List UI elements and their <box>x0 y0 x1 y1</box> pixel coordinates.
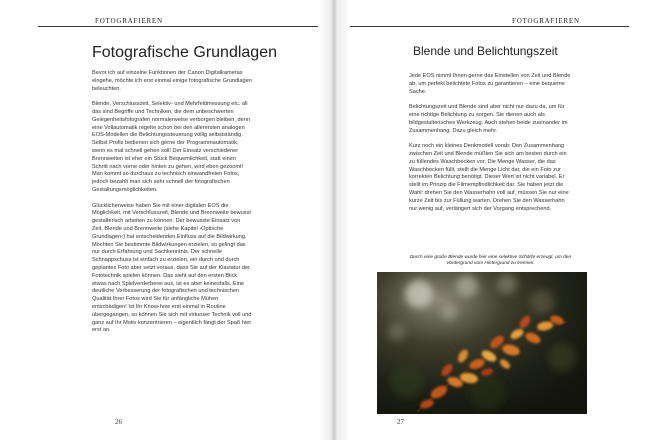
photo-image <box>377 272 587 414</box>
photo-caption: Durch eine große Blende wurde hier eine selektive Schärfe erzeugt, um den Vordergrund vom Hintergrund zu trennen. <box>409 255 572 267</box>
running-head: FOTOGRAFIEREN <box>509 17 583 25</box>
paragraph: Jede EOS nimmt Ihnen gerne das Einstellen von Zeit und Blende ab, um perfekt belichtete Fotos zu garantieren – eine bequeme Sache. <box>409 73 571 95</box>
section-title: Blende und Belichtungszeit <box>413 44 558 58</box>
paragraph: Kurz noch ein kleines Denkmodell vorab: Den Zusammenhang zwischen Zeit und Blende müßten Sie sich am besten durch ein zu füllendes Waschbecken vor. Die Menge Wasser, die das Waschbecken füllt, stellt die Menge Licht dar, die ein Foto zur korrekten Belichtung benötigt. Dieser Wert ist nicht variabel. Er stellt im Prinzip die Filmempfindlichkeit dar. Sie haben jetzt die Wahl: drehen Sie den Wasserhahn voll auf, müssen Sie nur eine kurze Zeit bis zur Füllung warten. Drehen Sie den Wasserhahn nur wenig auf, verlängert sich der Vorgang entsprechend. <box>409 143 569 212</box>
book-gutter <box>318 0 350 440</box>
running-head: FOTOGRAFIEREN <box>92 17 166 25</box>
page-title: Fotografische Grundlagen <box>92 44 277 61</box>
paragraph: Bevor ich auf einzelne Funktionen der Canon Digitalkameras eingehe, möchte ich erst einmal einige fotografische Grundlagen beleuchten. <box>92 70 252 92</box>
paragraph: Blende, Verschlusszeit, Selektiv- und Mehrfeldmessung etc. all das sind Begriffe und Techniken, die dem unbeschwerten Gelegenheitsfotografen normalerweise verborgen bleiben, denn eine Vollautomatik regelte schon bei den allerersten analogen EOS-Modellen die Belichtungssteuerung völlig selbstständig. Selbst Profis bedienen sich gerne der Programmautomatik, wenn es mal schnell gehen soll! Der Einsatz verschiedener Brennweiten ist eher ein Stück Bequemlichkeit, statt einen Schritt nach vorne oder hinten zu gehen, wird eben gezoomt! Man kommt so durchaus zu technisch einwandfreien Fotos, jedoch bezahlt man sich sehr schnell der fotografischen Gestaltungsmöglichkeiten. <box>92 101 250 193</box>
body-text <box>409 73 571 221</box>
page-number: 27 <box>397 418 404 426</box>
right-page <box>335 0 668 440</box>
autumn-leaves-photo <box>377 272 587 414</box>
page-number: 26 <box>115 418 122 426</box>
running-head-rule <box>38 26 320 27</box>
left-page <box>0 0 333 440</box>
running-head-rule <box>347 26 629 27</box>
body-text <box>92 70 252 343</box>
paragraph: Glücklicherweise haben Sie mit einer digitalen EOS die Möglichkeit, mit Verschlusszeit, Blende und Brennweite bewusst gestalterisch arbeiten zu können. Der bewusste Einsatz von Zeit, Blende und Brennweite (siehe Kapitel ›Optische Grundlagen‹) hat entscheidenden Einfluss auf die Bildwirkung. Möchten Sie bestimmte Bildwirkungen erzielen, so gelingt das nur durch Erfahrung und Sachkenntnis. Der schnelle Schnappschuss ist einfach zu erzielen, ein durch und durch geplantes Foto aber setzt voraus, dass Sie auf der Klaviatur der Fototechnik spielen können. Das sieht auf den ersten Blick etwas nach Spielverderberei aus, ist es aber keinesfalls. Eine deutliche Verbesserung der fotografischen und technischen Qualität Ihrer Fotos wird Sie für anfängliche Mühen entschädigen! Ist Ihr Know-how erst einmal in Routine übergegangen, so können Sie sich mit virtuoser Technik voll und ganz auf Ihr Motiv konzentrieren – eigentlich fängt der Spaß hier erst an. <box>92 202 252 334</box>
paragraph: Belichtungszeit und Blende sind aber nicht nur dazu da, um für eine richtige Belichtung zu sorgen. Sie dienen auch als bildgestalterisches Werkzeug. Auch stehen beide zueinander im Zusammenhang. Dazu gleich mehr. <box>409 104 568 134</box>
